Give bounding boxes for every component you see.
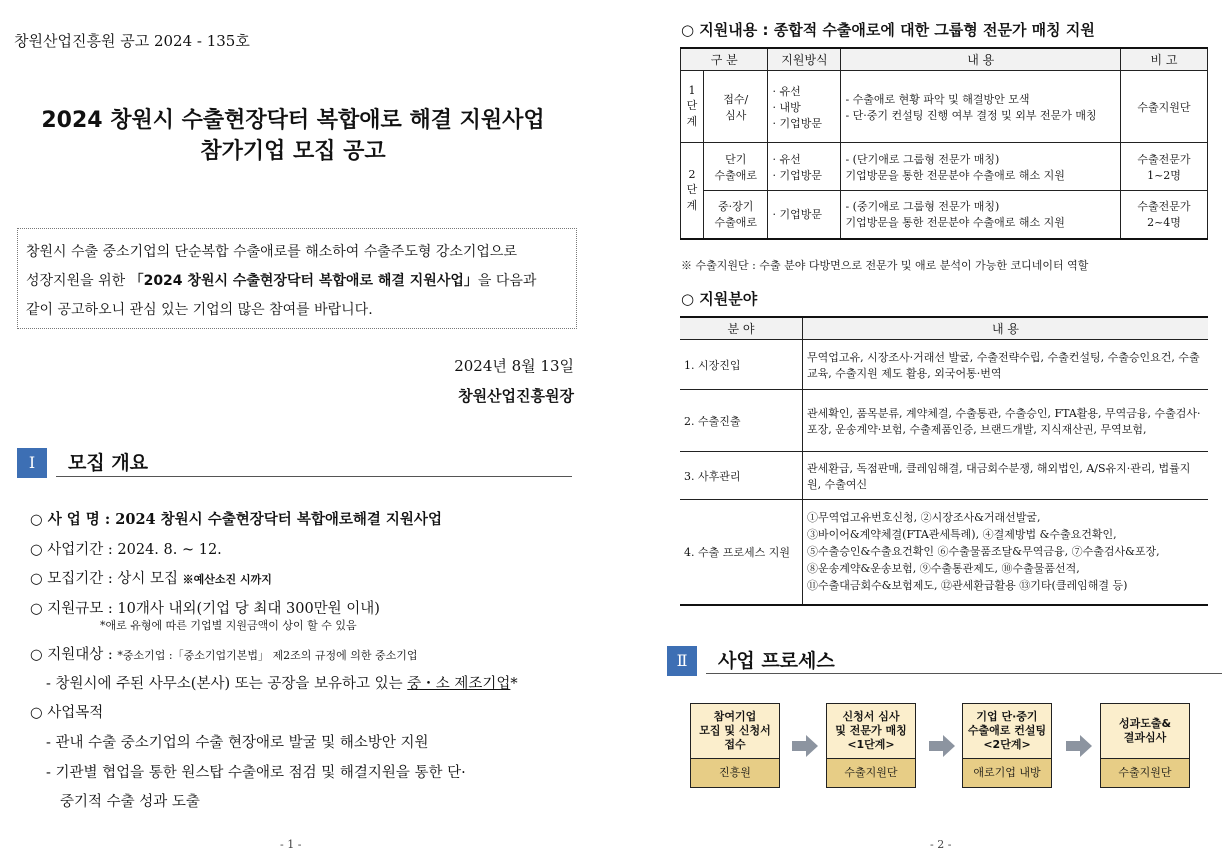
item-target bbox=[30, 643, 418, 664]
intro-text-c: 을 다음과 bbox=[477, 273, 537, 289]
purpose-line-2: - 기관별 협업을 통한 원스탑 수출애로 점검 및 해결지원을 통한 단· bbox=[46, 765, 466, 781]
table-row bbox=[680, 340, 1208, 390]
field-content: 관세환급, 독점판매, 클레임해결, 대금회수분쟁, 해외법인, A/S유지·관리, 법률지원, 수출여신 bbox=[803, 452, 1209, 500]
purpose-line-3: 중기적 수출 성과 도출 bbox=[60, 794, 200, 810]
support-content-heading: ○ 지원내용 : 종합적 수출애로에 대한 그룹형 전문가 매칭 지원 bbox=[681, 21, 1095, 39]
section-1-title: 모집 개요 bbox=[68, 452, 149, 474]
section-2-divider bbox=[706, 673, 1222, 674]
step-2-title: 신청서 심사 및 전문가 매칭 <1단계> bbox=[826, 703, 916, 758]
support-field-table bbox=[680, 316, 1208, 606]
issuer: 창원산업진흥원장 bbox=[458, 387, 574, 405]
step-3-owner: 애로기업 내방 bbox=[962, 758, 1052, 788]
table-row bbox=[680, 390, 1208, 452]
row1-sub: 접수/ 심사 bbox=[704, 71, 768, 143]
arrow-right-icon bbox=[792, 735, 818, 757]
page-title bbox=[0, 105, 586, 167]
row3-method: · 기업방문 bbox=[768, 191, 841, 239]
field-name: 3. 사후관리 bbox=[680, 452, 803, 500]
item-recruit-period bbox=[30, 567, 272, 588]
page-number-2: - 2 - bbox=[930, 838, 952, 851]
row1-content: - 수출애로 현황 파악 및 해결방안 모색 - 단·중기 컨설팅 진행 여부 결정 및 외부 전문가 매칭 bbox=[841, 71, 1121, 143]
target-note: *중소기업 :「중소기업기본법」 제2조의 규정에 의한 중소기업 bbox=[117, 649, 418, 662]
table-row bbox=[681, 191, 1208, 239]
row1-note: 수출지원단 bbox=[1121, 71, 1208, 143]
header-method: 지원방식 bbox=[768, 48, 841, 71]
step-1-title: 참여기업 모집 및 신청서 접수 bbox=[690, 703, 780, 758]
row3-content: - (중기애로 그룹형 전문가 매칭) 기업방문을 통한 전문분야 수출애로 해소 지원 bbox=[841, 191, 1121, 239]
item-target-detail bbox=[46, 672, 518, 693]
process-step-1 bbox=[690, 703, 780, 788]
header-content: 내 용 bbox=[841, 48, 1121, 71]
table-header-row bbox=[681, 48, 1208, 71]
intro-program-name: 「2024 창원시 수출현장닥터 복합애로 해결 지원사업」 bbox=[129, 273, 478, 289]
table-row bbox=[680, 452, 1208, 500]
target-detail-mark: * bbox=[510, 676, 518, 692]
header-category: 구 분 bbox=[681, 48, 768, 71]
header-field-content: 내 용 bbox=[803, 317, 1209, 340]
field-content: 관세확인, 품목분류, 계약체결, 수출통관, 수출승인, FTA활용, 무역금융, 수출검사·포장, 운송계약·보험, 수출제품인증, 브랜드개발, 지식재산권, 무역보험, bbox=[803, 390, 1209, 452]
item-program-name: ○ 사 업 명 : 2024 창원시 수출현장닥터 복합애로해결 지원사업 bbox=[30, 511, 442, 528]
section-2-title: 사업 프로세스 bbox=[718, 650, 835, 672]
support-team-note: ※ 수출지원단 : 수출 분야 다방면으로 전문가 및 애로 분석이 가능한 코디네이터 역할 bbox=[681, 259, 1089, 272]
item-scale: ○ 지원규모 : 10개사 내외(기업 당 최대 300만원 이내) bbox=[30, 601, 380, 617]
row3-sub: 중·장기 수출애로 bbox=[704, 191, 768, 239]
table-row bbox=[680, 500, 1208, 605]
stage-1-label: 1 단 계 bbox=[681, 71, 704, 143]
target-detail-text: - 창원시에 주된 사무소(본사) 또는 공장을 보유하고 있는 bbox=[46, 676, 408, 692]
page-number-1: - 1 - bbox=[280, 838, 302, 851]
step-3-title: 기업 단·중기 수출애로 컨설팅 <2단계> bbox=[962, 703, 1052, 758]
item-period: ○ 사업기간 : 2024. 8. ~ 12. bbox=[30, 542, 222, 558]
header-note: 비 고 bbox=[1121, 48, 1208, 71]
field-content: 무역업고유, 시장조사·거래선 발굴, 수출전략수립, 수출컨설팅, 수출승인요건, 수출교육, 수출지원 제도 활용, 외국어통·번역 bbox=[803, 340, 1209, 390]
notice-number: 창원산업진흥원 공고 2024 - 135호 bbox=[14, 32, 250, 50]
section-2-number: Ⅱ bbox=[667, 646, 697, 676]
row2-content: - (단기애로 그룹형 전문가 매칭) 기업방문을 통한 전문분야 수출애로 해소 지원 bbox=[841, 143, 1121, 191]
table-header-row bbox=[680, 317, 1208, 340]
intro-box bbox=[17, 228, 577, 329]
item-scale-note: *애로 유형에 따른 기업별 지원금액이 상이 할 수 있음 bbox=[100, 619, 357, 632]
section-1-divider bbox=[56, 476, 572, 477]
process-step-2 bbox=[826, 703, 916, 788]
target-text: ○ 지원대상 : bbox=[30, 647, 118, 663]
field-name: 4. 수출 프로세스 지원 bbox=[680, 500, 803, 605]
recruit-period-text: ○ 모집기간 : 상시 모집 bbox=[30, 571, 183, 587]
field-name: 1. 시장진입 bbox=[680, 340, 803, 390]
row2-note: 수출전문가 1~2명 bbox=[1121, 143, 1208, 191]
recruit-period-note: ※예산소진 시까지 bbox=[182, 573, 272, 586]
header-field: 분 야 bbox=[680, 317, 803, 340]
row3-note: 수출전문가 2~4명 bbox=[1121, 191, 1208, 239]
row1-method: · 유선 · 내방 · 기업방문 bbox=[768, 71, 841, 143]
row2-sub: 단기 수출애로 bbox=[704, 143, 768, 191]
step-4-title: 성과도출& 결과심사 bbox=[1100, 703, 1190, 758]
field-content: ①무역업고유번호신청, ②시장조사&거래선발굴, ③바이어&계약체결(FTA관세특례), ④결제방법 &수출요건확인, ⑤수출승인&수출요건확인 ⑥수출물품조달&무역금융, ⑦수출검사&포장, ⑧운송계약&운송보험, ⑨수출통관제도, ⑩수출물품선적, ⑪수출대금회수&보험제도, ⑫관세환급활용 ⑬기타(클레임해결 등) bbox=[803, 500, 1209, 605]
support-field-heading: ○ 지원분야 bbox=[681, 290, 758, 308]
support-content-table bbox=[680, 47, 1208, 240]
arrow-right-icon bbox=[1066, 735, 1092, 757]
row2-method: · 유선 · 기업방문 bbox=[768, 143, 841, 191]
table-row bbox=[681, 71, 1208, 143]
stage-2-label: 2 단 계 bbox=[681, 143, 704, 239]
title-line-1: 2024 창원시 수출현장닥터 복합애로 해결 지원사업 bbox=[41, 108, 545, 133]
title-line-2: 참가기업 모집 공고 bbox=[200, 139, 386, 164]
arrow-right-icon bbox=[929, 735, 955, 757]
intro-text-d: 같이 공고하오니 관심 있는 기업의 많은 참여를 바랍니다. bbox=[26, 302, 373, 318]
step-2-owner: 수출지원단 bbox=[826, 758, 916, 788]
section-1-number: Ⅰ bbox=[17, 448, 47, 478]
item-purpose: ○ 사업목적 bbox=[30, 705, 104, 721]
table-row bbox=[681, 143, 1208, 191]
step-1-owner: 진흥원 bbox=[690, 758, 780, 788]
target-detail-underlined: 중・소 제조기업 bbox=[407, 676, 511, 692]
process-step-3 bbox=[962, 703, 1052, 788]
process-step-4 bbox=[1100, 703, 1190, 788]
notice-date: 2024년 8월 13일 bbox=[454, 357, 574, 375]
field-name: 2. 수출진출 bbox=[680, 390, 803, 452]
purpose-line-1: - 관내 수출 중소기업의 수출 현장애로 발굴 및 해소방안 지원 bbox=[46, 735, 429, 751]
intro-text-b: 성장지원을 위한 bbox=[26, 273, 130, 289]
step-4-owner: 수출지원단 bbox=[1100, 758, 1190, 788]
intro-text-a: 창원시 수출 중소기업의 단순복합 수출애로를 해소하여 수출주도형 강소기업으로 bbox=[26, 244, 517, 260]
